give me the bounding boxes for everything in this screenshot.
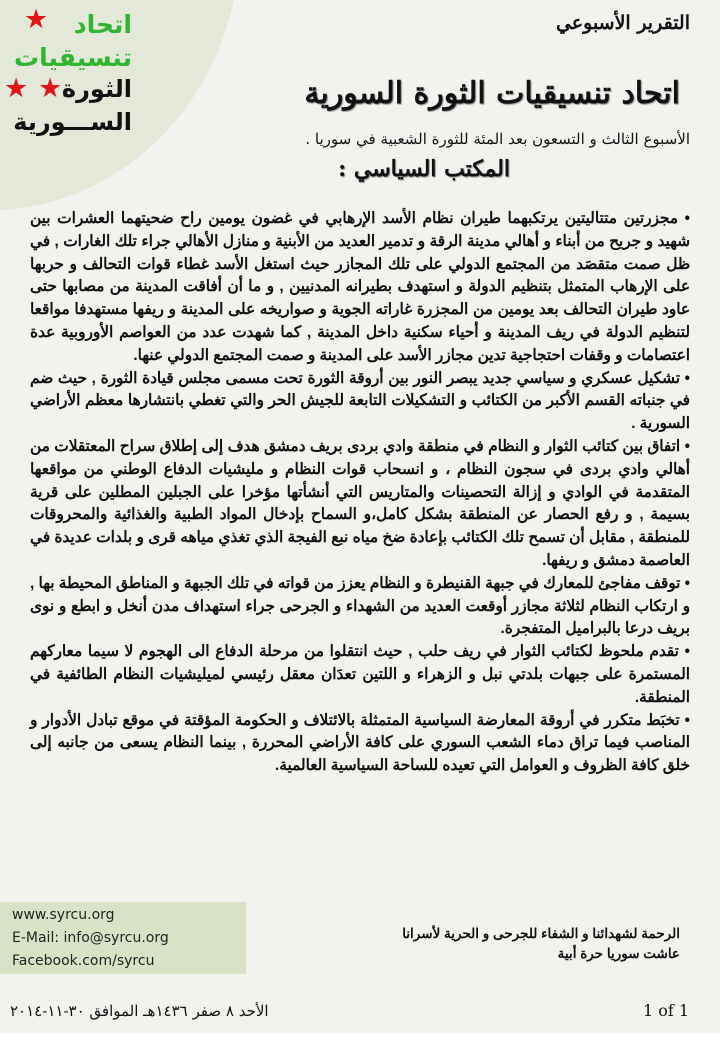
facebook-link[interactable]: Facebook.com/syrcu	[12, 953, 155, 969]
page-title: اتحاد تنسيقيات الثورة السورية	[304, 76, 680, 111]
logo	[0, 0, 140, 145]
bottom-strip	[0, 1033, 720, 1040]
report-label: التقرير الأسبوعي	[555, 12, 690, 34]
closing-text	[402, 924, 680, 964]
star-icon: ★	[38, 73, 63, 104]
website-link[interactable]: www.syrcu.org	[12, 907, 115, 923]
week-subtitle: الأسبوع الثالث و التسعون بعد المئة للثورة الشعبية في سوريا .	[305, 130, 690, 148]
report-body	[30, 208, 690, 778]
star-icon: ★	[24, 4, 49, 35]
section-heading: المكتب السياسي :	[338, 156, 510, 182]
logo-line: تنسيقيات	[14, 43, 132, 72]
page-number: 1 of 1	[643, 1001, 690, 1020]
logo-line: الســـورية	[13, 108, 132, 136]
closing-line: عاشت سوريا حرة أبية	[557, 946, 680, 961]
paragraph: • تقدم ملحوظ لكتائب الثوار في ريف حلب , حيث انتقلوا من مرحلة الدفاع الى الهجوم لا سيما معاركهم المستمرة على جبهات بلدتي نبل و الزهراء و اللتين تعدَان معقل رئيسي لميليشيات النظام الطائفية في المنطقة.	[30, 643, 690, 706]
date-line: الأحد ٨ صفر ١٤٣٦هـ الموافق ٣٠-١١-٢٠١٤	[10, 1002, 269, 1020]
paragraph: • تخبَط متكرر في أروقة المعارضة السياسية المتمثلة بالائتلاف و الحكومة المؤقتة في موقع تبادل الأدوار و المناصب فيما تراق دماء الشعب السوري على كافة الأراضي المحررة , بينما النظام يسعى من جانبه إلى خلق كافة الظروف و العوامل التي تعيده للساحة السياسية العالمية.	[30, 711, 690, 775]
contact-box	[0, 902, 246, 974]
paragraph: • اتفاق بين كتائب الثوار و النظام في منطقة وادي بردى بريف دمشق هدف إلى إطلاق سراح المعتقلات من أهالي وادي بردى في سجون النظام ، و انسحاب قوات النظام و مليشيات الدفاع الوطني من مواقعها المتقدمة في الوادي و إزالة التحصينات والمتاريس التي أنشأتها مؤخرا على الجبلين المطلين على قرية بسيمة , و رفع الحصار عن المنطقة بشكل كامل،و السماح بإدخال المواد الطبية والغذائية والمحروقات للمنطقة , مقابل أن تسمح تلك الكتائب بإعادة ضخ مياه نبع الفيجة الذي تغذي مياهه قرى و بلدات عديدة في العاصمة دمشق و ريفها.	[30, 437, 690, 569]
paragraph: • مجزرتين متتاليتين يرتكبهما طيران نظام الأسد الإرهابي في غضون يومين راح ضحيتهما العشرات بين شهيد و جريح من أبناء و أهالي مدينة الرقة و تدمير العديد من الأبنية و منازل الأهالي جراء تلك الغارات , في ظل صمت متقصَد من المجتمع الدولي على تلك المجازر حيث استغل الأسد غطاء قوات التحالف و حربها على الإرهاب المتمثل بتنظيم الدولة و استهدف بطيرانه المدنيين , و ما أن أفاقت المدينة من مصابها حتى عاود طيران التحالف بعد يومين من المجزرة غاراته الجوية و صواريخه على المدينة و ريفها مستهدفا مواقعا لتنظيم الدولة في ريف المدينة و أحياء سكنية داخل المدينة , كما شهدت عدد من العواصم الأوروبية عدة اعتصامات و وقفات احتجاجية تدين مجازر الأسد على المدينة و صمت المجتمع الدولي عنها.	[30, 210, 690, 364]
paragraph: • توقف مفاجئ للمعارك في جبهة القنيطرة و النظام يعزز من قواته في تلك الجبهة و المناطق المحيطة بها , و ارتكاب النظام لثلاثة مجازر أوقعت العديد من الشهداء و الجرحى جراء استهداف مدن أنخل و ابطع و نوى بريف درعا بالبراميل المتفجرة.	[30, 574, 690, 638]
star-icon: ★	[4, 73, 29, 104]
closing-line: الرحمة لشهدائنا و الشفاء للجرحى و الحرية لأسرانا	[402, 926, 680, 941]
logo-line: الثورة	[61, 75, 132, 103]
email-link[interactable]: E-Mail: info@syrcu.org	[12, 930, 169, 946]
logo-line: اتحاد	[73, 10, 132, 39]
paragraph: • تشكيل عسكري و سياسي جديد يبصر النور بين أروقة الثورة تحت مسمى مجلس قيادة الثورة , حيث ضم في جنباته القسم الأكبر من الكتائب و التشكيلات التابعة للجيش الحر والتي تغطي بانتشارها معظم الأراضي السورية .	[30, 369, 690, 433]
